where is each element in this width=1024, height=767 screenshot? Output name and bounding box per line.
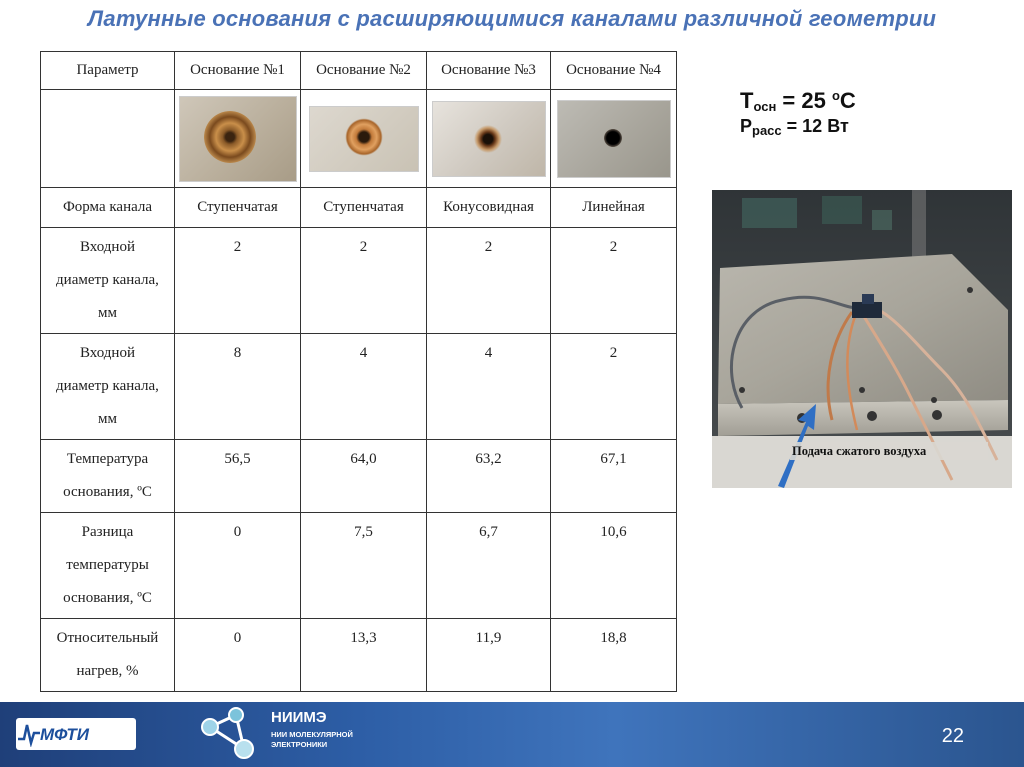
table-row bbox=[41, 334, 677, 440]
table-cell: Ступенчатая bbox=[301, 188, 427, 228]
row-label: Входной диаметр канала, мм bbox=[41, 228, 175, 334]
table-row bbox=[41, 228, 677, 334]
slide-title: Латунные основания с расширяющимися каналами различной геометрии bbox=[87, 6, 937, 31]
conditions-formula bbox=[740, 88, 856, 138]
table-cell: 13,3 bbox=[301, 619, 427, 692]
table-cell: 0 bbox=[175, 513, 301, 619]
table-row bbox=[41, 513, 677, 619]
photo-cell bbox=[427, 90, 551, 188]
base-3-photo bbox=[432, 101, 546, 177]
table-photo-row bbox=[41, 90, 677, 188]
base-1-photo bbox=[179, 96, 297, 182]
base-temperature: $T_{осн} = 25$ $^o$C bbox=[740, 88, 856, 114]
table-cell: Линейная bbox=[551, 188, 677, 228]
header-cell: Основание №1 bbox=[175, 52, 301, 90]
table-cell: 2 bbox=[427, 228, 551, 334]
footer-bar bbox=[0, 702, 1024, 767]
table-cell: 56,5 bbox=[175, 440, 301, 513]
table-cell: 11,9 bbox=[427, 619, 551, 692]
table-cell: 64,0 bbox=[301, 440, 427, 513]
table-row bbox=[41, 440, 677, 513]
table-cell: 63,2 bbox=[427, 440, 551, 513]
row-label: Форма канала bbox=[41, 188, 175, 228]
mfti-logo bbox=[16, 718, 136, 750]
air-supply-caption: Подача сжатого воздуха bbox=[792, 444, 927, 458]
photo-cell bbox=[551, 90, 677, 188]
mfti-logo-text: МФТИ bbox=[40, 725, 89, 744]
table-header-row bbox=[41, 52, 677, 90]
table-cell: 6,7 bbox=[427, 513, 551, 619]
header-cell: Основание №4 bbox=[551, 52, 677, 90]
header-cell: Параметр bbox=[41, 52, 175, 90]
table-cell: 4 bbox=[301, 334, 427, 440]
table-cell: 2 bbox=[301, 228, 427, 334]
table-cell: 18,8 bbox=[551, 619, 677, 692]
niime-subtitle: НИИ МОЛЕКУЛЯРНОЙ ЭЛЕКТРОНИКИ bbox=[271, 730, 353, 749]
row-label: Разница температуры основания, ºС bbox=[41, 513, 175, 619]
table-cell: 67,1 bbox=[551, 440, 677, 513]
pulse-icon bbox=[18, 721, 40, 747]
row-label: Температура основания, ºС bbox=[41, 440, 175, 513]
table-cell: 2 bbox=[551, 228, 677, 334]
table-cell: 10,6 bbox=[551, 513, 677, 619]
photo-cell bbox=[175, 90, 301, 188]
header-cell: Основание №2 bbox=[301, 52, 427, 90]
parameters-table bbox=[40, 51, 677, 692]
dissipated-power: $P_{расс} = 12$ Вт bbox=[740, 116, 849, 138]
row-label: Входной диаметр канала, мм bbox=[41, 334, 175, 440]
photo-cell bbox=[301, 90, 427, 188]
molecule-icon bbox=[196, 705, 266, 763]
table-cell: 2 bbox=[551, 334, 677, 440]
row-label: Относительный нагрев, % bbox=[41, 619, 175, 692]
table-cell: 2 bbox=[175, 228, 301, 334]
base-2-photo bbox=[309, 106, 419, 172]
empty-cell bbox=[41, 90, 175, 188]
setup-photo bbox=[712, 190, 1012, 488]
table-cell: Конусовидная bbox=[427, 188, 551, 228]
table-cell: Ступенчатая bbox=[175, 188, 301, 228]
table-cell: 4 bbox=[427, 334, 551, 440]
niime-logo-text: НИИМЭ bbox=[271, 709, 327, 726]
table-cell: 0 bbox=[175, 619, 301, 692]
table-cell: 7,5 bbox=[301, 513, 427, 619]
table-row bbox=[41, 188, 677, 228]
page-number: 22 bbox=[941, 725, 964, 747]
table-cell: 8 bbox=[175, 334, 301, 440]
header-cell: Основание №3 bbox=[427, 52, 551, 90]
table-row bbox=[41, 619, 677, 692]
base-4-photo bbox=[557, 100, 671, 178]
